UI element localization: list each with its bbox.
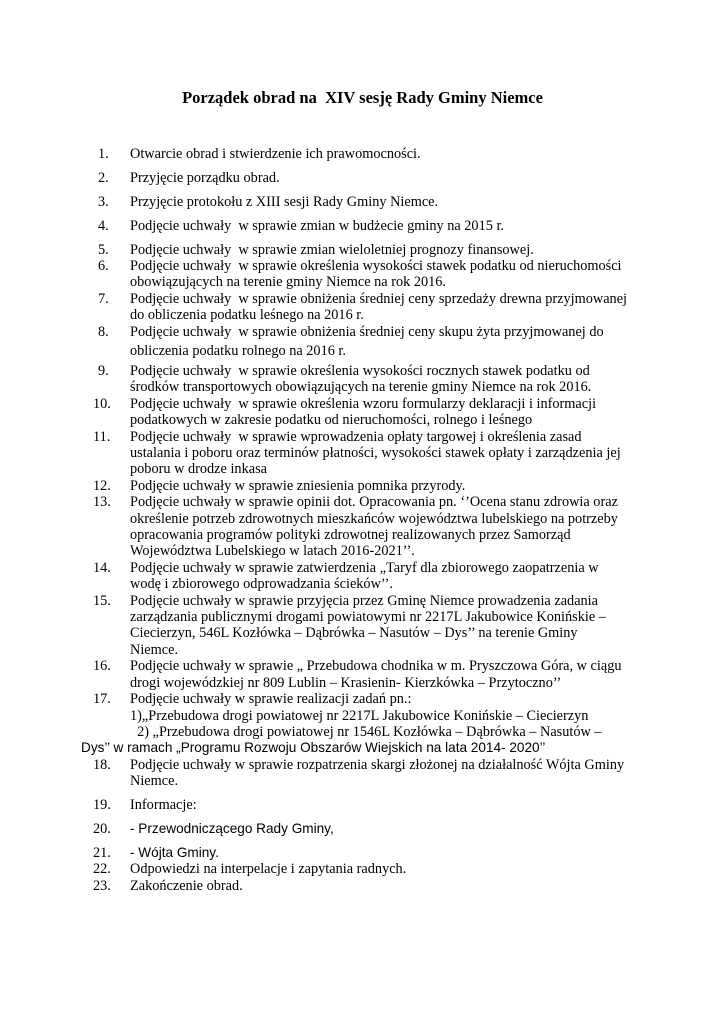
item-text: poboru w drodze inkasa: [130, 461, 267, 478]
item-text: Podjęcie uchwały w sprawie opinii dot. Opracowania pn. ‘’Ocena stanu zdrowia oraz: [130, 494, 618, 511]
item-text: Podjęcie uchwały w sprawie zmian w budżecie gminy na 2015 r.: [130, 217, 504, 234]
item-text: Podjęcie uchwały w sprawie „ Przebudowa chodnika w m. Pryszczowa Góra, w ciągu: [130, 658, 622, 675]
item-number: 7.: [98, 290, 109, 307]
item-number: 2.: [98, 169, 109, 186]
agenda-item-4: [88, 218, 648, 234]
item-text: określenie potrzeb zdrowotnych mieszkańców województwa lubelskiego na potrzeby: [130, 510, 618, 527]
item-text: Podjęcie uchwały w sprawie zniesienia pomnika przyrody.: [130, 477, 466, 494]
item-text: Otwarcie obrad i stwierdzenie ich prawomocności.: [130, 146, 421, 162]
agenda-item-11: [88, 429, 648, 478]
item-number: 4.: [98, 217, 109, 234]
agenda-item-22: [88, 861, 648, 877]
item-text: ustalania i poboru oraz terminów płatności, wysokości stawek opłaty i zarządzenia jej: [130, 445, 621, 461]
item-text: obowiązujących na terenie gminy Niemce na rok 2016.: [130, 274, 447, 291]
agenda-item-7: [88, 291, 648, 324]
item-text: do obliczenia podatku leśnego na 2016 r.: [130, 307, 364, 324]
subtask-2: 2) „Przebudowa drogi powiatowej nr 1546L Kozłówka – Dąbrówka – Nasutów –: [130, 723, 602, 740]
item-text: obliczenia podatku rolnego na 2016 r.: [130, 343, 346, 360]
item-number: 23.: [93, 877, 111, 894]
item-number: 3.: [98, 193, 109, 210]
item-number: 17.: [93, 691, 111, 708]
item-text: zarządzania publicznymi drogami powiatowymi nr 2217L Jakubowice Konińskie –: [130, 609, 606, 626]
item-text: Podjęcie uchwały w sprawie określenia wysokości stawek podatku od nieruchomości: [130, 258, 622, 275]
item-text: - Wójta Gminy.: [130, 844, 219, 860]
item-text: środków transportowych obowiązujących na terenie gminy Niemce na rok 2016.: [130, 379, 592, 396]
agenda-item-18: [88, 757, 648, 790]
item-number: 1.: [98, 146, 109, 162]
item-number: 22.: [93, 861, 111, 878]
item-text: Podjęcie uchwały w sprawie wprowadzenia opłaty targowej i określenia zasad: [130, 428, 582, 445]
item-text: Przyjęcie protokołu z XIII sesji Rady Gminy Niemce.: [130, 193, 439, 210]
item-number: 12.: [93, 477, 111, 494]
item-text: Niemce.: [130, 641, 179, 658]
item-number: 6.: [98, 258, 109, 275]
agenda-item-14: [88, 560, 648, 593]
item-text: Podjęcie uchwały w sprawie rozpatrzenia skargi złożonej na działalność Wójta Gminy: [130, 756, 625, 773]
agenda-list: [81, 146, 648, 894]
item-number: 18.: [93, 756, 111, 773]
item-number: 13.: [93, 494, 111, 511]
item-text: Przyjęcie porządku obrad.: [130, 169, 280, 186]
item-text: - Przewodniczącego Rady Gminy,: [130, 820, 334, 836]
agenda-item-15: [88, 593, 648, 659]
subtask-2-continuation: Dys’’ w ramach „Programu Rozwoju Obszarów Wiejskich na lata 2014- 2020’’: [81, 740, 546, 756]
agenda-item-13: [88, 494, 648, 560]
agenda-item-1: [88, 146, 648, 162]
item-text: Ciecierzyn, 546L Kozłówka – Dąbrówka – Nasutów – Dys’’ na terenie Gminy: [130, 625, 578, 642]
agenda-item-12: [88, 478, 648, 494]
item-number: 5.: [98, 241, 109, 258]
item-text: drogi wojewódzkiej nr 809 Lublin – Krasienin- Kierzkówka – Przytoczno’’: [130, 674, 562, 691]
subtask-1: 1)„Przebudowa drogi powiatowej nr 2217L Jakubowice Konińskie – Ciecierzyn: [130, 707, 589, 724]
agenda-item-8: [88, 324, 648, 360]
agenda-item-3: [88, 194, 648, 210]
item-number: 9.: [98, 362, 109, 379]
agenda-item-20: [88, 821, 648, 837]
item-number: 11.: [93, 428, 111, 445]
item-text: Województwa Lubelskiego w latach 2016-2021’’.: [130, 543, 415, 560]
item-number: 21.: [93, 844, 111, 861]
agenda-item-6: [88, 258, 648, 291]
item-text: Niemce.: [130, 773, 179, 790]
item-text: Zakończenie obrad.: [130, 877, 243, 894]
page-title: Porządek obrad na XIV sesję Rady Gminy Niemce: [182, 88, 543, 107]
item-text: podatkowych w zakresie podatku od nieruchomości, rolnego i leśnego: [130, 412, 533, 429]
item-text: Podjęcie uchwały w sprawie zmian wieloletniej prognozy finansowej.: [130, 241, 534, 258]
agenda-item-10: [88, 396, 648, 429]
item-text: Podjęcie uchwały w sprawie obniżenia średniej ceny skupu żyta przyjmowanej do: [130, 323, 604, 340]
agenda-item-2: [88, 170, 648, 186]
item-text: wodę i zbiorowego odprowadzania ścieków’’.: [130, 576, 393, 593]
item-text: Podjęcie uchwały w sprawie określenia wysokości rocznych stawek podatku od: [130, 362, 590, 379]
agenda-item-19: [88, 797, 648, 813]
item-number: 10.: [93, 395, 111, 412]
item-number: 14.: [93, 559, 111, 576]
item-text: opracowania programów polityki zdrowotnej realizowanych przez Samorząd: [130, 527, 571, 544]
agenda-item-16: [88, 658, 648, 691]
item-number: 20.: [93, 820, 111, 837]
item-text: Informacje:: [130, 797, 197, 814]
item-number: 16.: [93, 658, 111, 675]
item-text: Podjęcie uchwały w sprawie określenia wzoru formularzy deklaracji i informacji: [130, 395, 597, 412]
agenda-item-23: [88, 878, 648, 894]
item-number: 19.: [93, 797, 111, 814]
agenda-item-21: [88, 845, 648, 861]
agenda-item-17: [81, 691, 648, 757]
item-number: 15.: [93, 592, 111, 609]
item-text: Odpowiedzi na interpelacje i zapytania radnych.: [130, 861, 407, 878]
item-text: Podjęcie uchwały w sprawie obniżenia średniej ceny sprzedaży drewna przyjmowanej: [130, 290, 628, 307]
item-text: Podjęcie uchwały w sprawie przyjęcia przez Gminę Niemce prowadzenia zadania: [130, 592, 598, 609]
agenda-item-5: [88, 242, 648, 258]
item-text: Podjęcie uchwały w sprawie zatwierdzenia „Taryf dla zbiorowego zaopatrzenia w: [130, 559, 599, 576]
agenda-item-9: [88, 363, 648, 396]
item-number: 8.: [98, 323, 109, 340]
item-text: Podjęcie uchwały w sprawie realizacji zadań pn.:: [130, 691, 412, 708]
